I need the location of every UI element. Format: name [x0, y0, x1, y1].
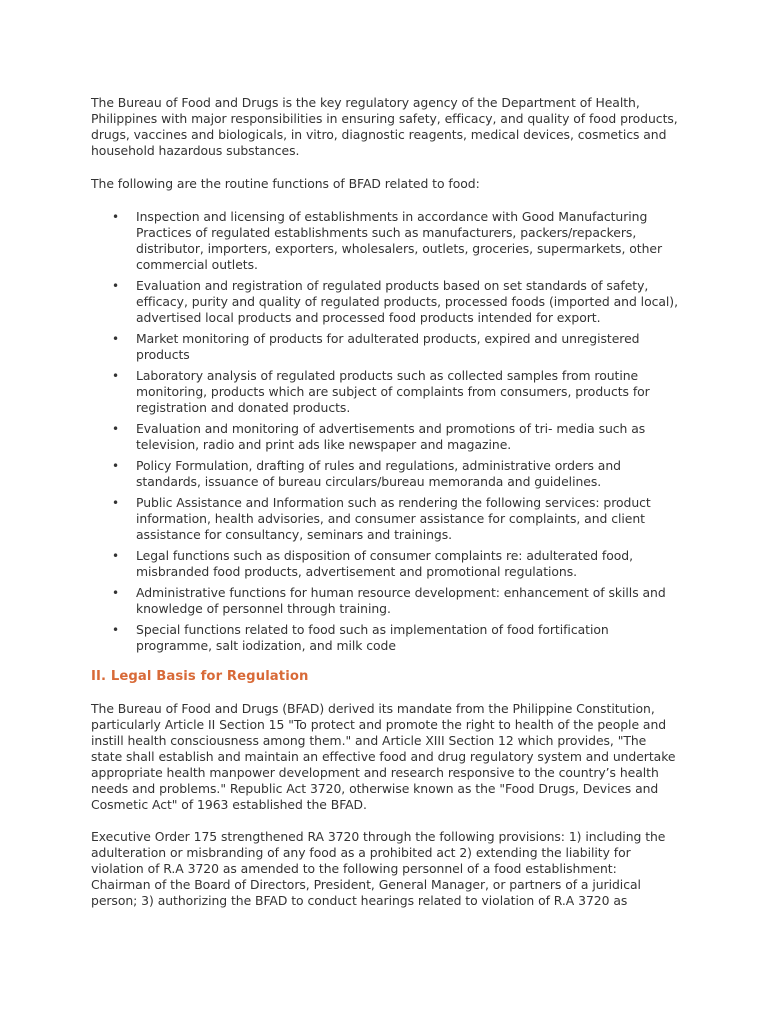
list-item-text: Evaluation and registration of regulated products based on set standards of safety, efficacy, purity and quality of regulated products, processed foods (imported and local), advertised local products and processed food products intended for export.: [136, 278, 678, 325]
list-item: [91, 331, 680, 363]
list-item-text: Administrative functions for human resource development: enhancement of skills and knowledge of personnel through training.: [136, 585, 666, 616]
bullet-icon: •: [112, 422, 120, 436]
list-item: [91, 458, 680, 490]
bullet-icon: •: [112, 279, 120, 293]
list-item-text: Special functions related to food such as implementation of food fortification programme, salt iodization, and milk code: [136, 622, 609, 653]
list-item: [91, 209, 680, 273]
list-item-text: Laboratory analysis of regulated products such as collected samples from routine monitoring, products which are subject of complaints from consumers, products for registration and donated products.: [136, 368, 650, 415]
list-item-text: Inspection and licensing of establishments in accordance with Good Manufacturing Practices of regulated establishments such as manufacturers, packers/repackers, distributor, importers, exporters, wholesalers, outlets, groceries, supermarkets, other commercial outlets.: [136, 209, 662, 272]
list-item: [91, 368, 680, 416]
bullet-icon: •: [112, 586, 120, 600]
bullet-icon: •: [112, 369, 120, 383]
bullet-icon: •: [112, 496, 120, 510]
intro-paragraph: The Bureau of Food and Drugs is the key regulatory agency of the Department of Health, Philippines with major responsibilities in ensuring safety, efficacy, and quality of food products, drugs, vaccines and biologicals, in vitro, diagnostic reagents, medical devices, cosmetics and household hazardous substances.: [91, 95, 678, 158]
list-item: [91, 548, 680, 580]
executive-order-paragraph: Executive Order 175 strengthened RA 3720 through the following provisions: 1) including the adulteration or misbranding of any food as a prohibited act 2) extending the liability for violation of R.A 3720 as amended to the following personnel of a food establishment: Chairman of the Board of Directors, President, General Manager, or partners of a juridical person; 3) authorizing the BFAD to conduct hearings related to violation of R.A 3720 as: [91, 829, 666, 908]
list-item-text: Legal functions such as disposition of consumer complaints re: adulterated food, misbranded food products, advertisement and promotional regulations.: [136, 548, 634, 579]
functions-lead-paragraph: The following are the routine functions of BFAD related to food:: [91, 176, 480, 191]
bullet-icon: •: [112, 623, 120, 637]
functions-list: [91, 209, 680, 654]
list-item: [91, 421, 680, 453]
list-item: [91, 622, 680, 654]
list-item: [91, 278, 680, 326]
list-item-text: Market monitoring of products for adulterated products, expired and unregistered products: [136, 331, 640, 362]
list-item: [91, 585, 680, 617]
list-item-text: Policy Formulation, drafting of rules and regulations, administrative orders and standards, issuance of bureau circulars/bureau memoranda and guidelines.: [136, 458, 621, 489]
list-item-text: Public Assistance and Information such as rendering the following services: product information, health advisories, and consumer assistance for complaints, and client assistance for consultancy, seminars and trainings.: [136, 495, 651, 542]
section-heading: II. Legal Basis for Regulation: [91, 669, 309, 684]
list-item-text: Evaluation and monitoring of advertisements and promotions of tri- media such as television, radio and print ads like newspaper and magazine.: [136, 421, 646, 452]
legal-basis-paragraph: The Bureau of Food and Drugs (BFAD) derived its mandate from the Philippine Constitution, particularly Article II Section 15 "To protect and promote the right to health of the people and instill health consciousness among them." and Article XIII Section 12 which provides, "The state shall establish and maintain an effective food and drug regulatory system and undertake appropriate health manpower development and research responsive to the country’s health needs and problems." Republic Act 3720, otherwise known as the "Food Drugs, Devices and Cosmetic Act" of 1963 established the BFAD.: [91, 701, 676, 812]
list-item: [91, 495, 680, 543]
bullet-icon: •: [112, 210, 120, 224]
bullet-icon: •: [112, 549, 120, 563]
bullet-icon: •: [112, 332, 120, 346]
bullet-icon: •: [112, 459, 120, 473]
